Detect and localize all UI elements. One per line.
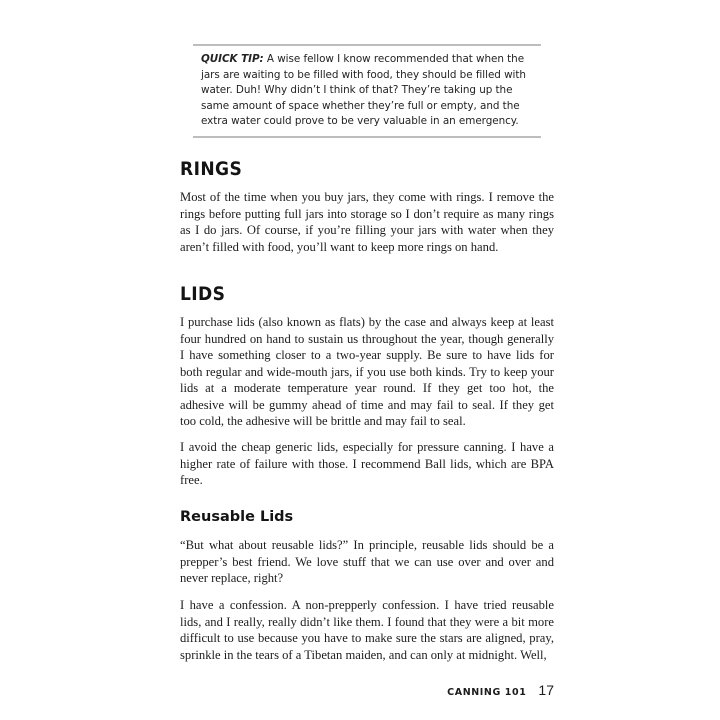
rings-paragraph: Most of the time when you buy jars, they come with rings. I remove the rings before putting full jars into storage so I don’t require as many rings as I do jars. Of course, if you’re filling your jars with water when they aren’t filled with food, you’ll want to keep more rings on hand.	[180, 190, 554, 254]
lids-paragraph-1: I purchase lids (also known as flats) by the case and always keep at least four hundred on hand to sustain us throughout the year, though generally I have something closer to a two-year supply. Be sure to have lids for both regular and wide-mouth jars, if you use both kinds. Try to keep your lids at a moderate temperature year round. If they get too hot, the adhesive will be gummy ahead of time and may fail to seal. If they get too cold, the adhesive will be brittle and may fail to seal.	[180, 315, 554, 428]
quick-tip-text: A wise fellow I know recommended that when the jars are waiting to be filled with food, they should be filled with water. Duh! Why didn’t I think of that? They’re taking up the same amount of space whether they’re full or empty, and the extra water could prove to be very valuable in an emergency.	[201, 53, 526, 128]
lids-heading: LIDS	[180, 283, 226, 305]
reusable-lids-paragraph-1: “But what about reusable lids?” In principle, reusable lids should be a prepper’s best friend. We love stuff that we can use over and over and never replace, right?	[180, 538, 554, 585]
lids-paragraph-2: I avoid the cheap generic lids, especially for pressure canning. I have a higher rate of failure with those. I recommend Ball lids, which are BPA free.	[180, 440, 554, 487]
reusable-lids-heading: Reusable Lids	[180, 509, 294, 525]
reusable-lids-paragraph-2: I have a confession. A non-prepperly confession. I have tried reusable lids, and I really, really didn’t like them. I found that they were a bit more difficult to use because you have to make sure the stars are aligned, pray, sprinkle in the tears of a Tibetan maiden, and can only at midnight. Well,	[180, 598, 554, 662]
quick-tip-label: QUICK TIP:	[201, 53, 264, 65]
quick-tip-box	[193, 44, 541, 138]
page-number: 17	[538, 682, 554, 698]
rings-heading: RINGS	[180, 158, 243, 180]
page-footer	[447, 682, 554, 698]
running-head: CANNING 101	[447, 687, 527, 698]
